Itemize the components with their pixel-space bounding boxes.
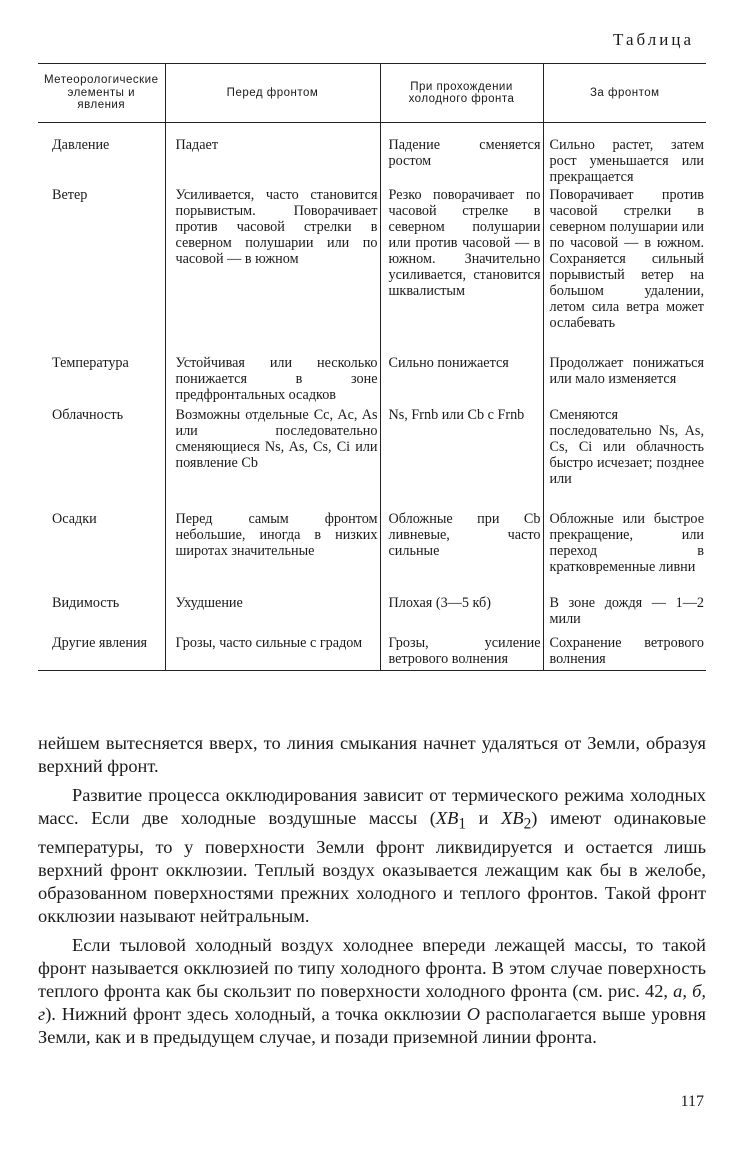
cell-during: Ns, Frnb или Cb с Frnb [380,407,543,511]
table-header-row [38,64,706,123]
cell-during: Падение сменяется ростом [380,123,543,187]
table-row [38,635,706,671]
cell-before: Падает [165,123,380,187]
air-mass-symbol: XB [435,808,459,828]
table-row [38,511,706,595]
text-span: Развитие процесса окклюдирования зависит от термического режима холодных масс. Если две холодные воздушные массы ( [38,785,706,828]
table-row [38,407,706,511]
cell-before: Усиливается, часто становится порывистым. Поворачивает против часовой стрелки в северном полушарии или по часовой — в южном [165,187,380,355]
body-text [38,732,706,1055]
paragraph [38,934,706,1049]
row-element: Видимость [52,594,120,611]
header-before-front: Перед фронтом [165,64,380,123]
cell-during: Плохая (3—5 кб) [380,595,543,635]
table-row [38,123,706,187]
cell-before: Ухудшение [165,595,380,635]
row-element: Облачность [52,406,124,423]
cell-after: Сменяются последовательно Ns, As, Cs, Ci или облачность быстро исчезает; позднее или [543,407,706,511]
text-span: располагается выше уровня Земли, как и в предыдущем случае, и позади приземной линии фронта. [38,1003,706,1047]
cell-before: Грозы, часто сильные с градом [165,635,380,671]
text-span: ). Нижний фронт здесь холодный, а точка окклюзии [45,1003,467,1024]
table-row [38,595,706,635]
cell-after: Сохранение ветрового волнения [543,635,706,671]
text-span: и [466,808,502,828]
row-element: Другие явления [38,635,165,671]
cell-after: Продолжает понижаться или мало изменяется [543,355,706,407]
header-during-front: При прохождении холодного фронта [380,64,543,123]
text-span: Если тыловой холодный воздух холоднее впереди лежащей массы, то такой фронт называется окклюзией по типу холодного фронта. В этом случае поверхность теплого фронта как бы скользит по поверхности холодного фронта (см. рис. 42, [38,934,706,1001]
paragraph: нейшем вытесняется вверх, то линия смыкания начнет удаляться от Земли, образуя верхний фронт. [38,733,706,776]
subscript: 1 [458,815,467,833]
cell-after: Обложные или быстрое прекращение, или переход в кратковременные ливни [543,511,706,595]
row-element: Давление [52,137,110,153]
table-caption: Таблица [613,30,694,49]
cell-during: Грозы, усиление ветрового волнения [380,635,543,671]
header-elements: Метеорологические элементы и явления [38,64,165,123]
table-row [38,187,706,355]
cell-during: Обложные при Cb ливневые, часто сильные [380,511,543,595]
header-after-front: За фронтом [543,64,706,123]
cell-before: Возможны отдельные Cc, Ac, As или последовательно сменяющиеся Ns, As, Cs, Ci или появление Cb [165,407,380,511]
air-mass-symbol: XB [501,808,524,828]
cell-during: Сильно понижается [380,355,543,407]
table-row [38,355,706,407]
cell-after: Поворачивает против часовой стрелки в северном полушарии или по часовой — в южном. Сохраняется сильный порывистый ветер на большом удалении, летом сила ветра может ослабевать [543,187,706,355]
paragraph [38,784,706,928]
text-span: ) имеют одинаковые температуры, то у поверхности Земли фронт ликвидируется и остается лишь верхний фронт окклюзии. Теплый воздух оказывается лежащим как бы в желобе, образованном поверхностями прежних холодного и теплого фронтов. Такой фронт окклюзии называют нейтральным. [38,808,706,926]
meteo-table [38,63,706,671]
row-element: Температура [52,354,129,371]
row-element: Ветер [52,186,88,203]
subscript: 2 [523,815,532,833]
occlusion-point-symbol: O [466,1003,481,1024]
figure-letters: а, б, г [38,980,706,1024]
cell-after: В зоне дождя — 1—2 мили [543,595,706,635]
row-element: Осадки [52,510,97,527]
page-number: 117 [680,1093,704,1110]
cell-during: Резко поворачивает по часовой стрелке в северном полушарии или против часовой — в южном. Значительно усиливается, становится шквалистым [380,187,543,355]
cell-before: Устойчивая или несколько понижается в зоне предфронтальных осадков [165,355,380,407]
cell-before: Перед самым фронтом небольшие, иногда в низких широтах значительные [165,511,380,595]
cell-after: Сильно растет, затем рост уменьшается или прекращается [543,123,706,187]
